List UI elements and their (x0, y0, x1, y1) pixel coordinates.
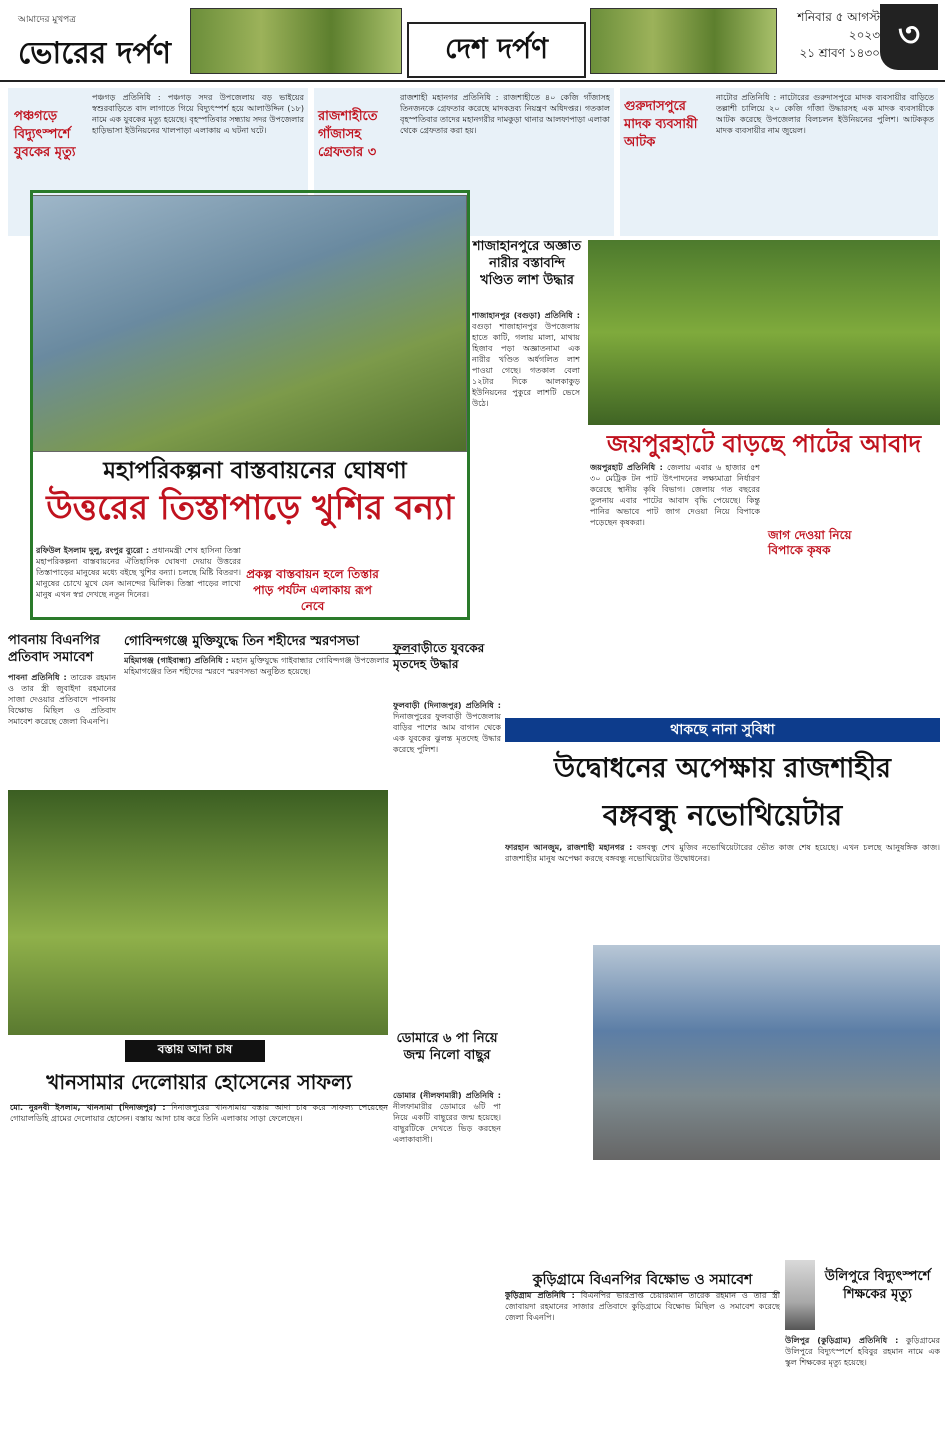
kurigram-headline: কুড়িগ্রামে বিএনপির বিক্ষোভ ও সমাবেশ (505, 1268, 780, 1293)
novo-body-continued (505, 945, 590, 1160)
rally-body (8, 672, 116, 782)
ginger-farmer-photo (8, 790, 388, 1035)
brief-headline: রাজশাহীতে গাঁজাসহ গ্রেফতার ৩ (318, 109, 378, 160)
novo-headline-line2: বঙ্গবন্ধু নভোথিয়েটার (602, 798, 843, 832)
phulbari-body (393, 700, 501, 1025)
ulipur-headline: উলিপুরে বিদ্যুৎস্পর্শে শিক্ষকের মৃত্যু (824, 1269, 931, 1302)
calf-body (393, 1090, 501, 1445)
newspaper-name: ভোরের দর্পণ (18, 36, 171, 71)
calf-byline: ডোমার (নীলফামারী) প্রতিনিধি : (393, 1091, 501, 1100)
jute-text: জেলায় এবার ৬ হাজার ৫শ ৩০ মেট্রিক টন পাট উৎপাদনের লক্ষ্যমাত্রা নির্ধারণ করেছে স্থানীয় কৃষি বিভাগ। জেলায় গত বছরের তুলনায় এবার পাটের আবাদ বৃদ্ধি পেয়েছে। কিন্তু পানির অভাবে পাট জাগ দেওয়া নিয়ে বিপাকে পড়েছেন কৃষকরা। (590, 463, 760, 527)
kurigram-text: বিএনপির ভারপ্রাপ্ত চেয়ারম্যান তারেক রহমান ও তার স্ত্রী জোবায়দা রহমানের সাজার প্রতিবাদে কুড়িগ্রামে বিক্ষোভ মিছিল ও সমাবেশ করেছে জেলা বিএনপি। (505, 1291, 780, 1322)
jute-body (590, 462, 760, 607)
feature-headline: খানসামার দেলোয়ার হোসেনের সাফল্য (10, 1068, 388, 1106)
ulipur-body (785, 1335, 940, 1445)
jute-headline: জয়পুরহাটে বাড়ছে পাটের আবাদ (606, 430, 922, 458)
brief-headline: গুরুদাসপুরে মাদক ব্যবসায়ী আটক (624, 99, 698, 150)
brief-gurudaspur (620, 88, 938, 236)
section-title: দেশ দর্পণ (407, 22, 586, 78)
lead-byline: রফিউল ইসলাম দুলু, রংপুর ব্যুরো : (36, 546, 150, 555)
issue-date-english: শনিবার ৫ আগস্ট ২০২৩ (797, 10, 880, 42)
brief-headline: পঞ্চগড়ে বিদ্যুৎস্পর্শে যুবকের মৃত্যু (14, 109, 76, 160)
newspaper-logo (18, 12, 188, 74)
memorial-byline: মহিমাগঞ্জ (গাইবান্ধা) প্রতিনিধি : (124, 656, 229, 665)
brief-body: পঞ্চগড় প্রতিনিধি : পঞ্চগড় সদর উপজেলায় বড় ভাইয়ের স্বশুরবাড়িতে বাদ লাগাতে গিয়ে বিদ্যুৎস্পর্শ হয়ে আলাউদ্দিন (১৮) নামে এক যুবকের মৃত্যু হয়েছে। বৃহস্পতিবার সন্ধ্যায় সদর উপজেলার হাড়িভাসা ইউনিয়নের খালপাড়া এলাকায় এ ঘটনা ঘটে। (92, 93, 304, 135)
issue-date (780, 8, 880, 62)
masthead (0, 0, 945, 82)
feature-byline: মো. নুরনবী ইসলাম, খানসামা (দিনাজপুর) : (10, 1103, 166, 1112)
murder-text: বগুড়া শাজাহানপুর উপজেলায় হাতে কাটি, গলায় মালা, মাথায় হিজাব পড়া অজ্ঞাতনামা এক নারীর খণ্ডিত অর্ধগলিত লাশ পাওয়া গেছে। গতকাল বেলা ১২টার দিকে আলকাকুড় ইউনিয়নের পুকুরে লাশটি ভেসে উঠে। (472, 322, 580, 408)
novo-headline-line1: উদ্বোধনের অপেক্ষায় রাজশাহীর (553, 753, 892, 784)
feature-body (10, 1102, 388, 1442)
novo-body (505, 842, 940, 942)
jute-byline: জয়পুরহাট প্রতিনিধি : (590, 463, 663, 472)
ulipur-byline: উলিপুর (কুড়িগ্রাম) প্রতিনিধি : (785, 1336, 899, 1345)
kurigram-byline: কুড়িগ্রাম প্রতিনিধি : (505, 1291, 575, 1300)
phulbari-text: দিনাজপুরের ফুলবাড়ী উপজেলায় বাড়ির পাশের আম বাগান থেকে এক যুবকের ঝুলন্ত মৃতদেহ উদ্ধার করেছে পুলিশ। (393, 712, 501, 754)
kurigram-body (505, 1290, 780, 1445)
novo-kicker: থাকছে নানা সুবিধা (505, 718, 940, 742)
phulbari-byline: ফুলবাড়ী (দিনাজপুর) প্রতিনিধি : (393, 701, 501, 710)
ulipur-portrait (785, 1260, 815, 1330)
rally-byline: পাবনা প্রতিনিধি : (8, 673, 67, 682)
logo-tagline: আমাদের মুখপত্র (18, 15, 76, 25)
issue-date-bangla: ২১ শ্রাবণ ১৪৩০ (799, 46, 880, 60)
lead-body (36, 545, 241, 617)
lead-pull-quote: প্রকল্প বাস্তবায়ন হলে তিস্তার পাড় পর্যটন এলাকায় রূপ নেবে (246, 567, 379, 613)
novo-byline: ফারহান আনজুম, রাজশাহী মহানগর : (505, 843, 633, 852)
rally-text: তারেক রহমান ও তার স্ত্রী জুবাইদা রহমানের সাজা দেওয়ার প্রতিবাদে পাবনায় বিক্ষোভ মিছিল ও প্রতিবাদ সমাবেশ করেছে জেলা বিএনপি। (8, 673, 116, 726)
page-number: ৩ (880, 4, 938, 70)
phulbari-headline: ফুলবাড়ীতে যুবকের মৃতদেহ উদ্ধার (393, 641, 485, 671)
calf-text: নীলফামারীর ডোমারে ৬টি পা নিয়ে একটি বাছুরের জন্ম হয়েছে। বাছুরটিকে দেখতে ভিড় করছেন এলাকাবাসী। (393, 1102, 501, 1144)
murder-headline: শাজাহানপুরে অজ্ঞাত নারীর বস্তাবন্দি খণ্ডিত লাশ উদ্ধার (472, 239, 582, 288)
header-photo-left (190, 8, 402, 74)
memorial-text: মহান মুক্তিযুদ্ধে গাইবান্ধার গোবিন্দগঞ্জ উপজেলার মহিমাগঞ্জের তিন শহীদের স্মরণে স্মরণসভা অনুষ্ঠিত হয়েছে। (124, 656, 389, 676)
rally-headline: পাবনায় বিএনপির প্রতিবাদ সমাবেশ (8, 633, 100, 665)
jute-photo (588, 240, 940, 425)
brief-body: নাটোর প্রতিনিধি : নাটোরের গুরুদাসপুরে মাদক ব্যবসায়ীর বাড়িতে তল্লাশী চালিয়ে ২০ কেজি গাঁজা উদ্ধারসহ এক মাদক ব্যবসায়ীকে আটক করেছে উপজেলার বিলচলন ইউনিয়নের পুলিশ। আটককৃত মাদক ব্যবসায়ীর নাম জুয়েল। (716, 93, 934, 135)
memorial-headline: গোবিন্দগঞ্জে মুক্তিযুদ্ধে তিন শহীদের স্মরণসভা (124, 632, 414, 654)
feature-kicker: বস্তায় আদা চাষ (125, 1040, 265, 1062)
novo-text: বঙ্গবন্ধু শেখ মুজিব নভোথিয়েটারের ভৌত কাজ শেষ হয়েছে। এখন চলছে আনুষঙ্গিক কাজ। রাজশাহীর মানুষ অপেক্ষা করছে বঙ্গবন্ধু নভোথিয়েটার উদ্বোধনের। (505, 843, 940, 863)
murder-byline: শাজাহানপুর (বগুড়া) প্রতিনিধি : (472, 311, 580, 320)
novotheatre-photo (593, 945, 940, 1160)
calf-headline: ডোমারে ৬ পা নিয়ে জন্ম নিলো বাছুর (396, 1031, 498, 1063)
header-photo-right (590, 8, 777, 74)
memorial-body (124, 655, 389, 783)
ulipur-text: কুড়িগ্রামের উলিপুরে বিদ্যুৎস্পর্শে হবিবুর রহমান নামে এক স্কুল শিক্ষকের মৃত্যু হয়েছে। (785, 1336, 940, 1367)
murder-body (472, 310, 580, 610)
lead-headline: উত্তরের তিস্তাপাড়ে খুশির বন্যা (46, 488, 454, 528)
lead-text: প্রধানমন্ত্রী শেখ হাসিনা তিস্তা মহাপরিকল্পনা বাস্তবায়নের ঐতিহাসিক ঘোষণা দেয়ায় উত্তরের তিস্তাপাড়ের মানুষের মধ্যে বইছে খুশির বন্যা। চলছে মিষ্টি বিতরণ। মানুষের চোখে মুখে যেন আনন্দের ঝিলিক। তিস্তা পাড়ের লাখো মানুষ এখন স্বপ্ন দেখছে নতুন দিনের। (36, 546, 241, 599)
lead-kicker: মহাপরিকল্পনা বাস্তবায়নের ঘোষণা (103, 458, 407, 484)
jute-subhead: জাগ দেওয়া নিয়ে বিপাকে কৃষক (768, 528, 852, 557)
feature-text: দিনাজপুরের খানসামায় বস্তায় আদা চাষ করে সাফল্য পেয়েছেন গোয়ালডিহি গ্রামের দেলোয়ার হোসেন। বস্তায় আদা চাষ করে তিনি এলাকায় সাড়া ফেলেছেন। (10, 1103, 388, 1123)
brief-body: রাজশাহী মহানগর প্রতিনিধি : রাজশাহীতে ৪০ কেজি গাঁজাসহ তিনজনকে গ্রেফতার করেছে মাদকদ্রব্য নিয়ন্ত্রণ অধিদপ্তর। গতকাল বৃহস্পতিবার তাদের মহানগরীর দামকুড়া থানার আলফাপাড়া এলাকা থেকে গ্রেফতার করা হয়। (400, 93, 610, 135)
